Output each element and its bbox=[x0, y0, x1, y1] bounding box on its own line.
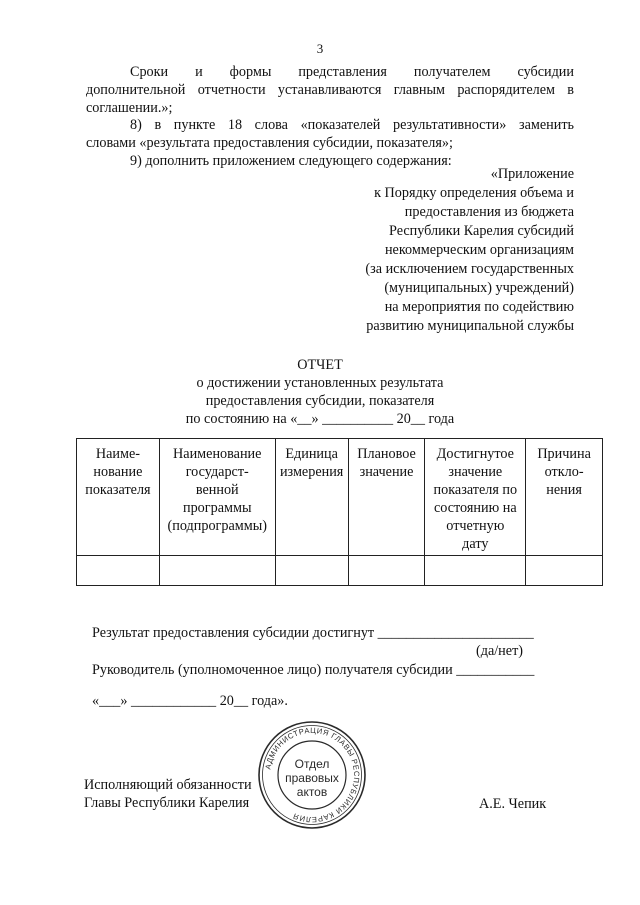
text-line: 8) в пункте 18 слова «показателей результативности» заменить bbox=[130, 117, 574, 133]
header-indicator-name: Наиме- нование показателя bbox=[77, 439, 160, 556]
header-program-name: Наименование государст- венной программы (подпрограммы) bbox=[159, 439, 275, 556]
page-number: 3 bbox=[316, 41, 324, 56]
appendix-line: «Приложение bbox=[490, 166, 574, 182]
paragraph-deadlines bbox=[86, 63, 574, 117]
date-line: «___» ____________ 20__ года». bbox=[92, 693, 288, 709]
appendix-line: к Порядку определения объема и bbox=[374, 185, 574, 201]
header-achieved-value: Достигнутое значение показателя по состоянию на отчетную дату bbox=[425, 439, 526, 556]
official-stamp bbox=[256, 719, 368, 831]
appendix-line: на мероприятия по содействию bbox=[384, 299, 574, 315]
table-cell bbox=[77, 556, 160, 586]
appendix-line: (муниципальных) учреждений) bbox=[384, 280, 574, 296]
stamp-ring-text: АДМИНИСТРАЦИЯ ГЛАВЫ РЕСПУБЛИКИ КАРЕЛИЯ bbox=[263, 725, 362, 825]
stamp-center-line: Отдел bbox=[294, 757, 330, 771]
appendix-line: развитию муниципальной службы bbox=[366, 318, 574, 334]
table-cell bbox=[425, 556, 526, 586]
signature-title: Исполняющий обязанности Главы Республики Карелия bbox=[84, 777, 252, 811]
stamp-center-line: актов bbox=[296, 785, 328, 799]
header-unit: Единица измерения bbox=[275, 439, 348, 556]
appendix-header bbox=[274, 165, 574, 336]
appendix-line: Республики Карелия субсидий bbox=[389, 223, 574, 239]
header-deviation-reason: Причина откло- нения bbox=[526, 439, 603, 556]
appendix-line: некоммерческим организациям bbox=[384, 242, 574, 258]
stamp-center-line: правовых bbox=[285, 771, 339, 785]
table-row bbox=[77, 556, 603, 586]
table-cell bbox=[348, 556, 425, 586]
header-planned-value: Плановое значение bbox=[348, 439, 425, 556]
appendix-line: (за исключением государственных bbox=[365, 261, 574, 277]
report-title-block bbox=[0, 356, 640, 428]
report-date-line: по состоянию на «__» __________ 20__ года bbox=[185, 411, 455, 427]
report-title: ОТЧЕТ bbox=[297, 357, 343, 373]
signatory-name: А.Е. Чепик bbox=[479, 796, 547, 812]
table-header-row bbox=[77, 439, 603, 556]
text-line: 9) дополнить приложением следующего содержания: bbox=[130, 153, 452, 169]
table-cell bbox=[275, 556, 348, 586]
table-cell bbox=[526, 556, 603, 586]
text-line: Сроки и формы представления получателем субсидии bbox=[130, 64, 574, 80]
report-table bbox=[76, 438, 603, 586]
text-line: соглашении.»; bbox=[86, 100, 173, 116]
report-subtitle-line: предоставления субсидии, показателя bbox=[205, 393, 435, 409]
paragraph-item-8 bbox=[86, 116, 574, 152]
result-hint: (да/нет) bbox=[476, 643, 523, 659]
result-achieved-line: Результат предоставления субсидии достигнут ______________________ bbox=[92, 625, 534, 641]
table-cell bbox=[159, 556, 275, 586]
appendix-line: предоставления из бюджета bbox=[404, 204, 574, 220]
text-line: дополнительной отчетности устанавливаются главным распорядителем в bbox=[86, 82, 574, 98]
report-subtitle-line: о достижении установленных результата bbox=[196, 375, 444, 391]
text-line: словами «результата предоставления субсидии, показателя»; bbox=[86, 135, 453, 151]
head-signature-line: Руководитель (уполномоченное лицо) получателя субсидии ___________ bbox=[92, 662, 535, 678]
